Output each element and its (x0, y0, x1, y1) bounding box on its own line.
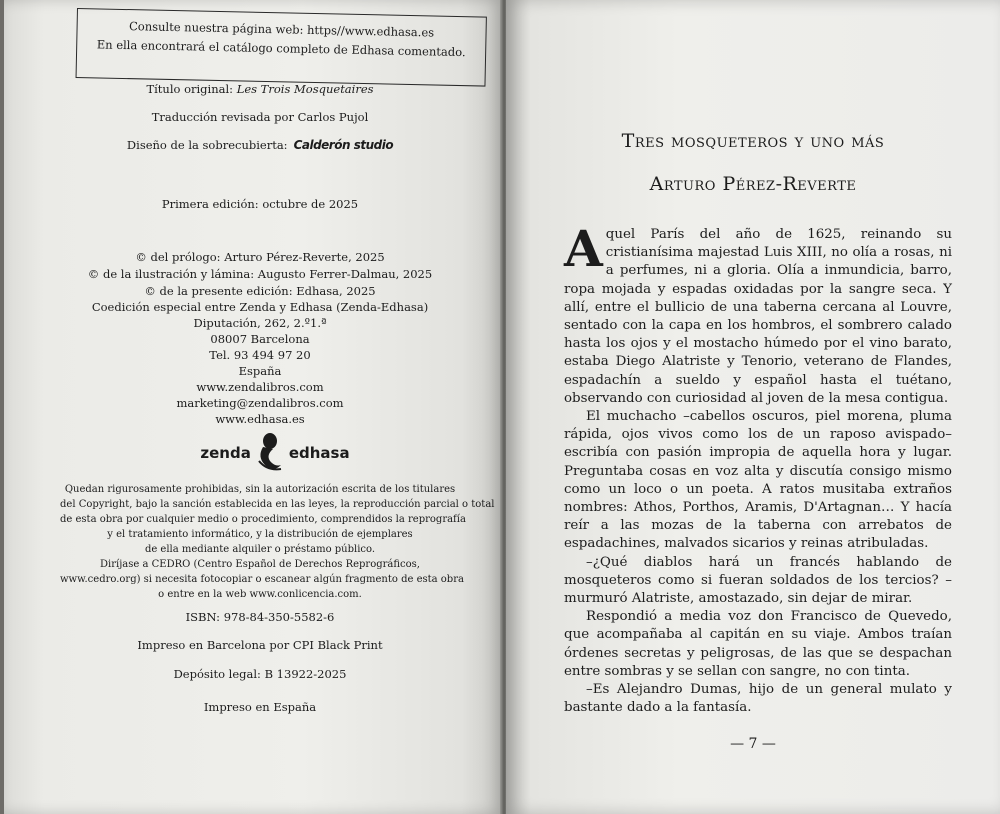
page-number: — 7 — (730, 736, 776, 752)
email-line: marketing@zendalibros.com (176, 396, 344, 410)
legal-deposit: Depósito legal: B 13922-2025 (173, 667, 347, 681)
legal-notice-line: del Copyright, bajo la sanción establecida en las leyes, la reproducción parcial o total (60, 499, 495, 510)
legal-notice-line: o entre en la web www.conlicencia.com. (158, 589, 362, 600)
chapter-title: Tres mosqueteros y uno más (621, 130, 885, 152)
website-notice-box (76, 8, 487, 87)
original-title-label: Título original: (146, 82, 234, 96)
paragraph: El muchacho –cabellos oscuros, piel morena, pluma rápida, ojos vivos como los de un raposo avispado– escribía con pasión impropia de aquella hora y lugar. Preguntaba cosas en voz alta y discutía consigo mismo como un loco o un poeta. A ratos musitaba extraños nombres: Athos, Porthos, Aramis, D'Artagnan… Y hacía reír a las mozas de la taberna con arrebatos de espadachines, malvados sicarios y reinas atribuladas. (564, 409, 952, 552)
seahorse-emblem-icon (253, 431, 287, 475)
cover-design-label: Diseño de la sobrecubierta: (126, 138, 288, 152)
paragraph: –Es Alejandro Dumas, hijo de un general mulato y bastante dado a la fantasía. (564, 682, 952, 716)
website-line: www.zendalibros.com (196, 380, 324, 394)
country-line: España (238, 364, 282, 378)
copyright-line: © de la presente edición: Edhasa, 2025 (144, 284, 376, 298)
legal-notice-line: Quedan rigurosamente prohibidas, sin la autorización escrita de los titulares (64, 484, 456, 495)
website-notice-line2: En ella encontrará el catálogo completo de Edhasa comentado. (96, 37, 466, 60)
website-line: www.edhasa.es (215, 412, 305, 426)
isbn: ISBN: 978-84-350-5582-6 (185, 610, 335, 624)
paragraph-text: quel París del año de 1625, reinando su cristianísima majestad Luis XIII, no olía a rosas, ni a perfumes, ni a gloria. Olía a inmundicia, barro, ropa mojada y espadas oxidadas por la sangre seca. Y allí, entre el bullicio de una taberna cercana al Louvre, sentado con la capa en los hombros, el sombrero calado hasta los ojos y el mostacho húmedo por el vino barato, estaba Diego Alatriste y Tenorio, veterano de Flandes, espadachín a sueldo y español hasta el tuétano, observando con curiosidad al joven de la mesa contigua. (564, 227, 952, 406)
website-notice-line1: Consulte nuestra página web: https//www.edhasa.es (128, 19, 435, 40)
drop-cap: A (564, 219, 603, 278)
legal-notice-line: de esta obra por cualquier medio o procedimiento, comprendidos la reprografía (60, 514, 466, 525)
phone-line: Tel. 93 494 97 20 (209, 348, 311, 362)
edhasa-logo: edhasa (288, 444, 350, 462)
address-line: 08007 Barcelona (210, 332, 310, 346)
copyright-line: Coedición especial entre Zenda y Edhasa (Zenda-Edhasa) (91, 300, 429, 314)
paragraph (564, 219, 952, 408)
paragraph: –¿Qué diablos hará un francés hablando de mosqueteros como si fueran soldados de los tercios? –murmuró Alatriste, amostazado, sin dejar de mirar. (564, 554, 952, 607)
body-text (564, 219, 952, 717)
legal-notice-line: y el tratamiento informático, y la distribución de ejemplares (107, 529, 413, 540)
legal-notice-line: de ella mediante alquiler o préstamo público. (144, 544, 376, 555)
cover-design-credit (60, 138, 460, 152)
first-edition: Primera edición: octubre de 2025 (161, 197, 359, 211)
printed-in-barcelona: Impreso en Barcelona por CPI Black Print (137, 638, 383, 652)
copyright-line: © del prólogo: Arturo Pérez-Reverte, 2025 (135, 250, 385, 264)
legal-notice-line: www.cedro.org) si necesita fotocopiar o escanear algún fragmento de esta obra (60, 574, 464, 585)
translation-credit: Traducción revisada por Carlos Pujol (151, 110, 369, 124)
original-title-value: Les Trois Mosquetaires (236, 82, 374, 96)
publisher-logos (190, 428, 360, 478)
original-title (60, 82, 460, 96)
legal-notice-line: Diríjase a CEDRO (Centro Español de Derechos Reprográficos, (100, 559, 420, 570)
address-line: Diputación, 262, 2.º1.ª (193, 316, 327, 330)
author-name: Arturo Pérez-Reverte (649, 173, 857, 195)
paragraph: Respondió a media voz don Francisco de Quevedo, que acompañaba al capitán en su viaje. Ambos traían órdenes secretas y peligrosas, de las que se despachan entre sombras y se sellan con sangre, no con tinta. (564, 609, 952, 679)
calderon-studio-logo: Calderón studio (293, 138, 394, 152)
zenda-logo: zenda (200, 444, 251, 462)
copyright-line: © de la ilustración y lámina: Augusto Ferrer-Dalmau, 2025 (87, 267, 433, 281)
printed-in-spain: Impreso en España (203, 700, 317, 714)
